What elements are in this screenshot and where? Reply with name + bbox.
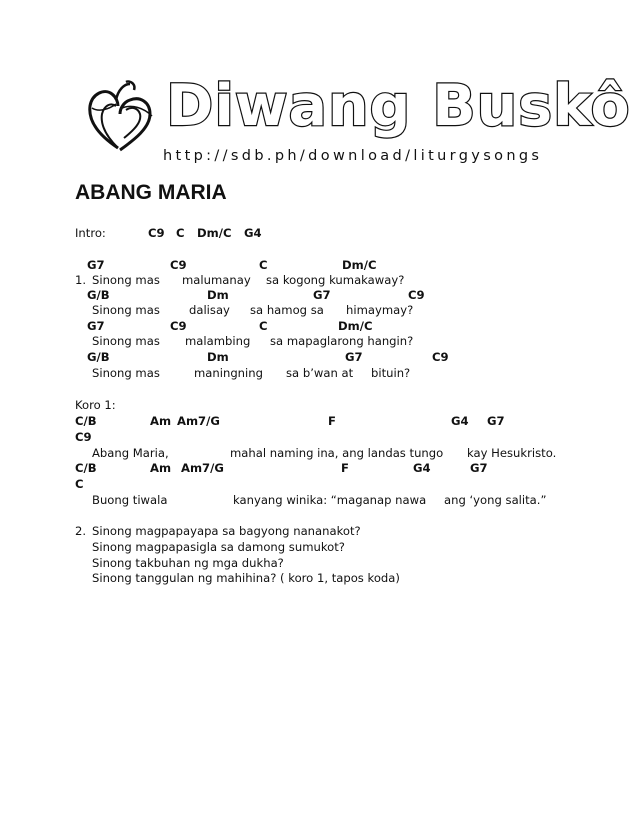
- chord: Dm/C: [338, 319, 373, 333]
- chord: Am: [150, 414, 172, 428]
- lyric-fragment: bituin?: [371, 366, 411, 380]
- chord: Dm/C: [197, 226, 232, 240]
- chord: C9: [75, 430, 92, 444]
- chord: G7: [470, 461, 488, 475]
- chord: C: [75, 477, 84, 491]
- chord: C/B: [75, 461, 97, 475]
- chord: C/B: [75, 414, 97, 428]
- lyric-line: Sinong takbuhan ng mga dukha?: [92, 556, 284, 570]
- chord: G7: [345, 350, 363, 364]
- chord: G4: [451, 414, 469, 428]
- lyric-fragment: Sinong mas: [92, 303, 160, 317]
- chord: C9: [432, 350, 449, 364]
- lyric-fragment: sa mapaglarong hangin?: [270, 334, 414, 348]
- chord: F: [341, 461, 349, 475]
- lyric-fragment: kanyang winika: “maganap nawa: [233, 493, 427, 507]
- lyric-fragment: Sinong mas: [92, 273, 160, 287]
- verse-number: 2.: [75, 524, 87, 538]
- chord: C9: [170, 319, 187, 333]
- chord: C: [176, 226, 185, 240]
- lyric-fragment: ang ‘yong salita.”: [444, 493, 547, 507]
- verse-number: 1.: [75, 273, 87, 287]
- chord: G/B: [87, 350, 110, 364]
- lyric-line: Sinong magpapasigla sa damong sumukot?: [92, 540, 345, 554]
- chord: C9: [148, 226, 165, 240]
- lyric-fragment: mahal naming ina, ang landas tungo: [230, 446, 444, 460]
- chord: Am: [150, 461, 172, 475]
- chord: C: [259, 258, 268, 272]
- chord: C9: [170, 258, 187, 272]
- lyric-line: Sinong tanggulan ng mahihina? ( koro 1, tapos koda): [92, 571, 400, 585]
- intro-label: Intro:: [75, 226, 106, 240]
- lyric-fragment: Sinong mas: [92, 366, 160, 380]
- lyric-fragment: sa kogong kumakaway?: [266, 273, 405, 287]
- chord: G7: [87, 319, 105, 333]
- lyric-fragment: sa b’wan at: [286, 366, 354, 380]
- chord: Am7/G: [181, 461, 224, 475]
- chord: G7: [87, 258, 105, 272]
- chorus-label: Koro 1:: [75, 398, 116, 412]
- chord: G/B: [87, 288, 110, 302]
- chord: G4: [244, 226, 262, 240]
- chord: Dm: [207, 288, 229, 302]
- lyric-fragment: Abang Maria,: [92, 446, 169, 460]
- chord: Dm: [207, 350, 229, 364]
- lyric-fragment: himaymay?: [346, 303, 414, 317]
- lyric-fragment: sa hamog sa: [250, 303, 324, 317]
- song-title: ABANG MARIA: [75, 181, 227, 204]
- brand-logo-text: Diwang Buskô: [166, 73, 631, 139]
- lyric-fragment: kay Hesukristo.: [467, 446, 557, 460]
- lyric-fragment: Sinong mas: [92, 334, 160, 348]
- chord: G7: [313, 288, 331, 302]
- chord: G7: [487, 414, 505, 428]
- chord: G4: [413, 461, 431, 475]
- chord: Am7/G: [177, 414, 220, 428]
- download-url: http://sdb.ph/download/liturgysongs: [163, 148, 543, 164]
- lyric-fragment: malambing: [185, 334, 251, 348]
- chord: Dm/C: [342, 258, 377, 272]
- lyric-line: Sinong magpapayapa sa bagyong nananakot?: [92, 524, 361, 538]
- lyric-fragment: maningning: [194, 366, 263, 380]
- lyric-fragment: Buong tiwala: [92, 493, 168, 507]
- lyric-fragment: malumanay: [182, 273, 251, 287]
- chord: F: [328, 414, 336, 428]
- lyric-fragment: dalisay: [189, 303, 230, 317]
- chord: C: [259, 319, 268, 333]
- logo-icon: [78, 78, 162, 156]
- chord: C9: [408, 288, 425, 302]
